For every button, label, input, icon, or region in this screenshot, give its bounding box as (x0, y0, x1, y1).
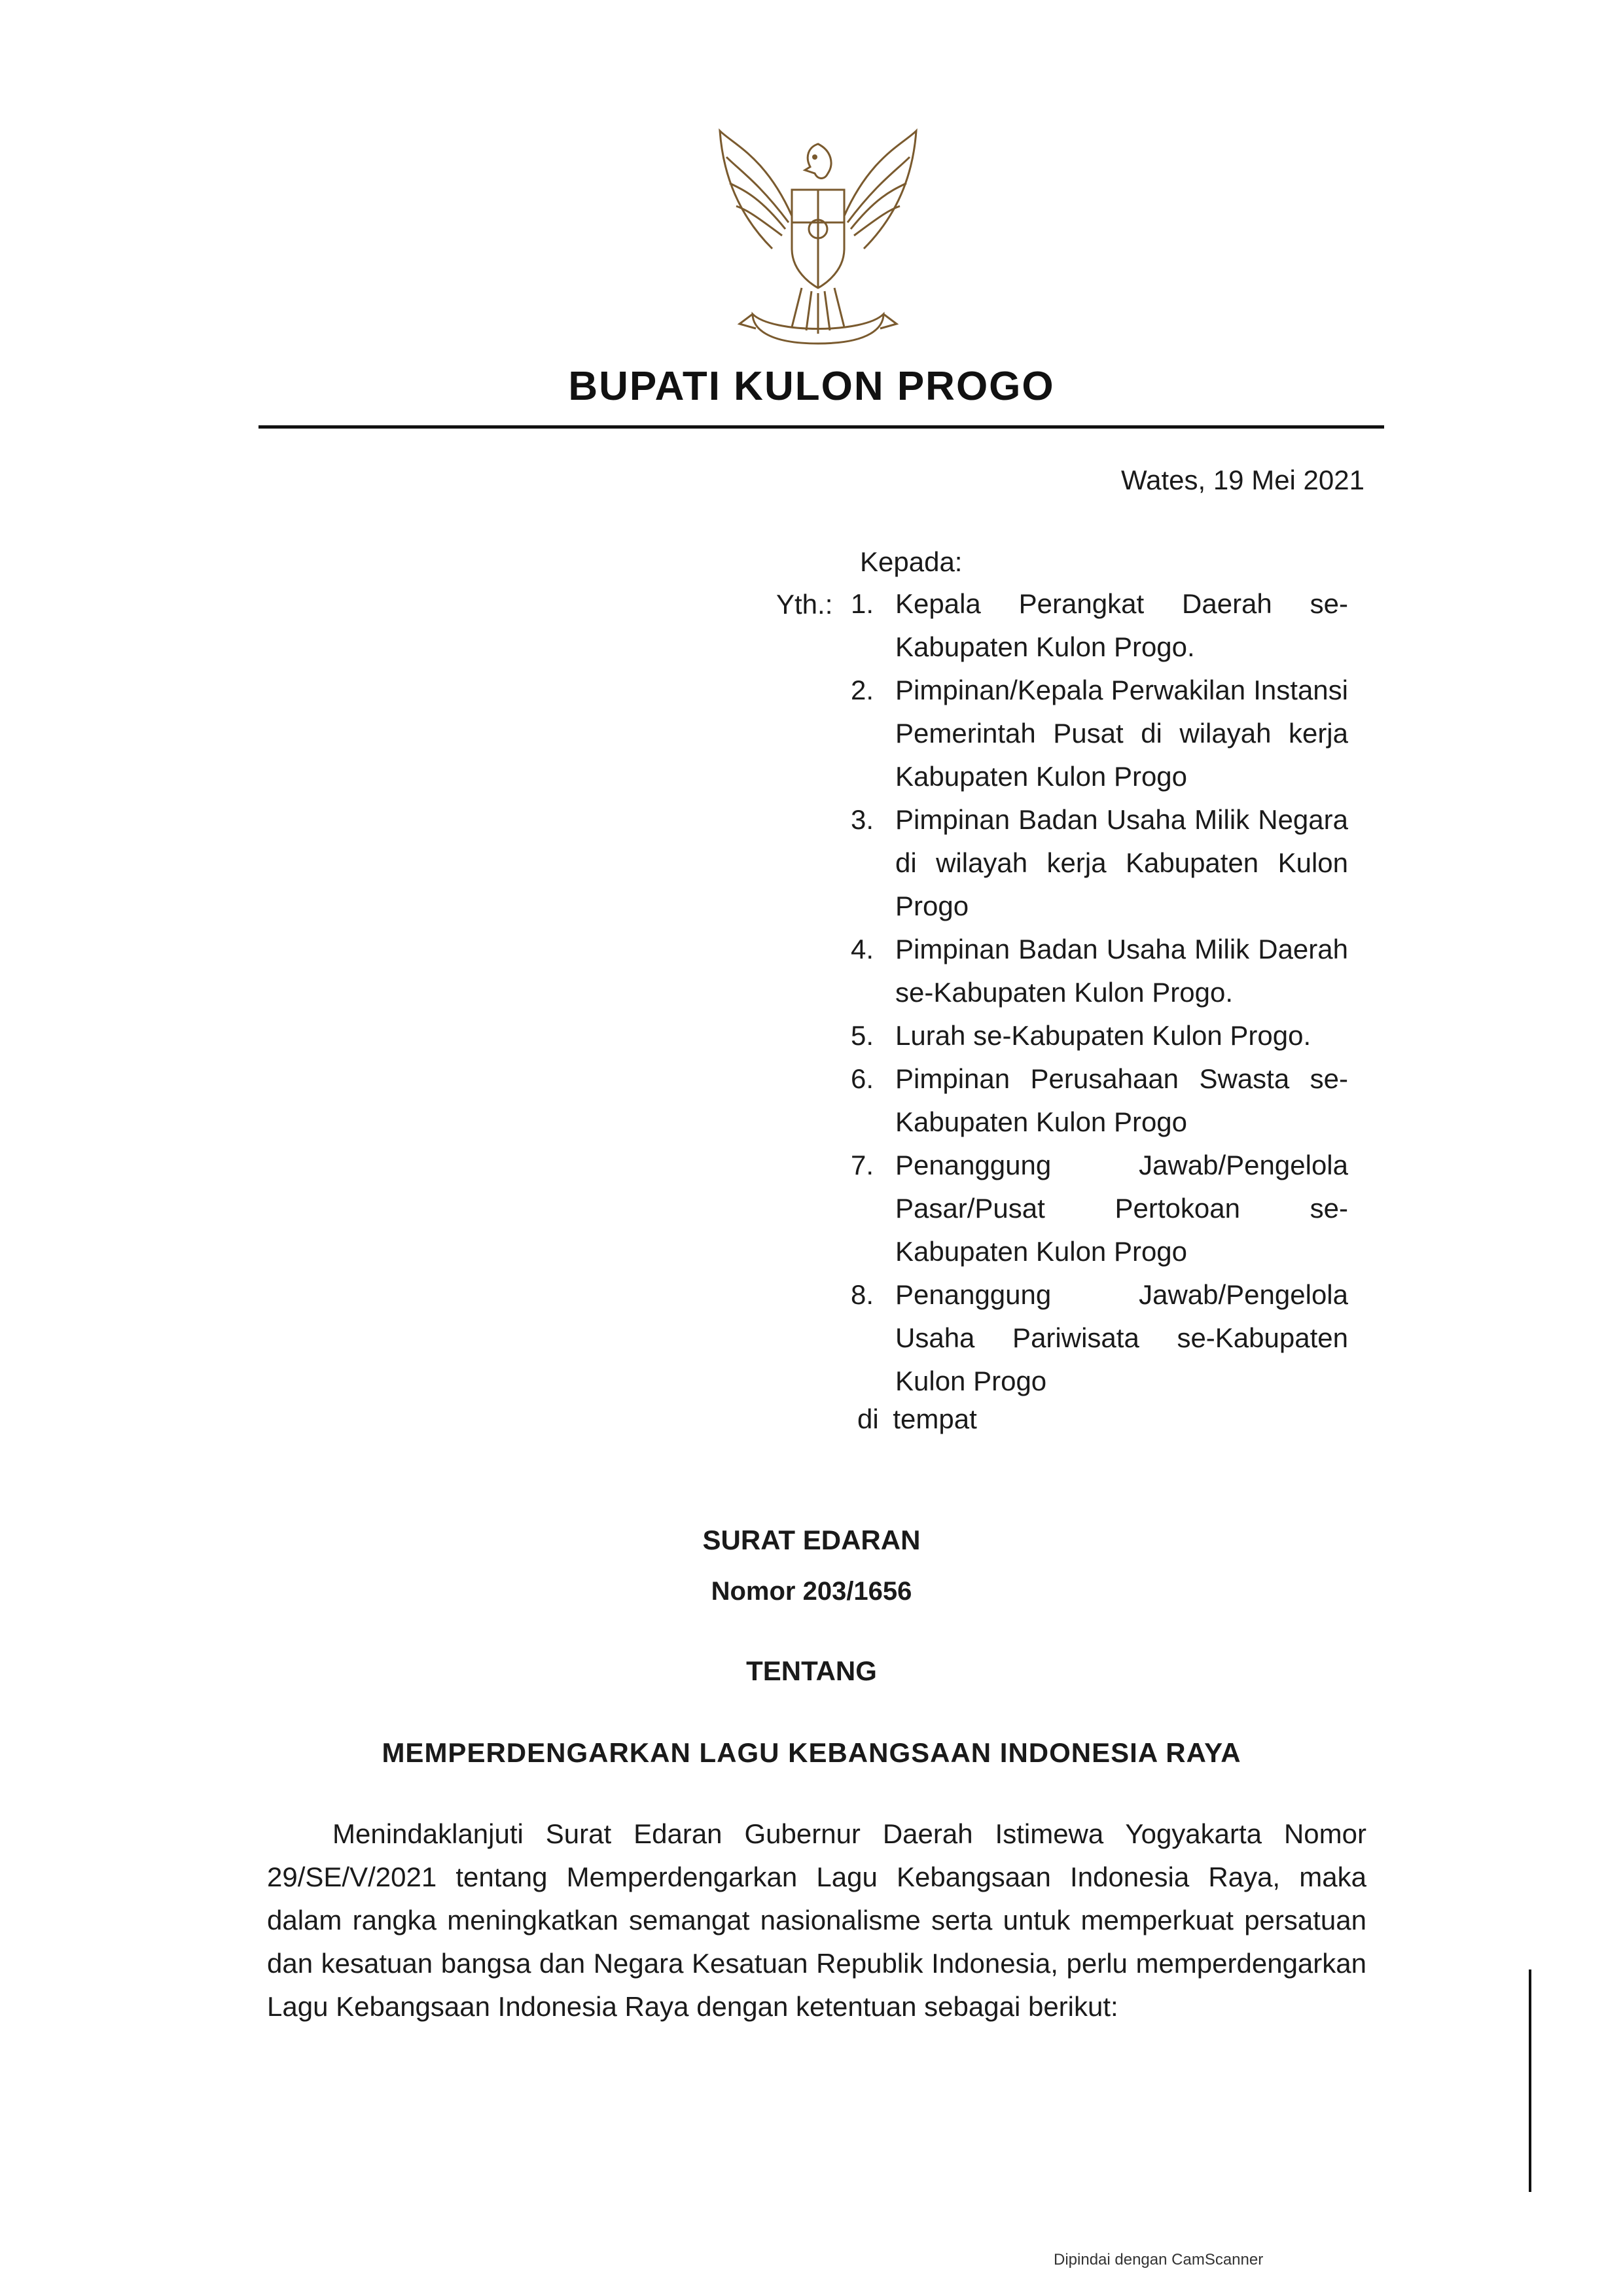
list-item-number: 3. (851, 804, 874, 835)
body-paragraph: Menindaklanjuti Surat Edaran Gubernur Daerah Istimewa Yogyakarta Nomor 29/SE/V/2021 tentang Memperdengarkan Lagu Kebangsaan Indonesia Raya, maka dalam rangka meningkatkan semangat nasionalisme serta untuk memperkuat persatuan dan kesatuan bangsa dan Negara Kesatuan Republik Indonesia, perlu memperdengarkan Lagu Kebangsaan Indonesia Raya dengan ketentuan sebagai berikut: (267, 1818, 1366, 2022)
list-item (851, 928, 1348, 1014)
date-line: Wates, 19 Mei 2021 (1121, 465, 1364, 495)
garuda-emblem-icon (694, 118, 942, 366)
list-item-number: 8. (851, 1279, 874, 1310)
list-item (851, 1273, 1348, 1403)
scan-edge-line (1529, 1969, 1531, 2192)
list-item-text: Pimpinan/Kepala Perwakilan Instansi Pemerintah Pusat di wilayah kerja Kabupaten Kulon Progo (895, 675, 1348, 792)
list-item (851, 1014, 1348, 1057)
addressee-place: di tempat (857, 1404, 977, 1434)
list-item-number: 4. (851, 934, 874, 964)
addressee-list (851, 582, 1348, 1403)
list-item-text: Lurah se-Kabupaten Kulon Progo. (895, 1020, 1311, 1051)
list-item (851, 1057, 1348, 1144)
page-title: BUPATI KULON PROGO (568, 364, 1055, 409)
list-item-number: 1. (851, 588, 874, 619)
list-item-number: 6. (851, 1063, 874, 1094)
list-item-number: 7. (851, 1150, 874, 1180)
list-item-number: 2. (851, 675, 874, 705)
document-about-label: TENTANG (746, 1655, 877, 1686)
addressee-salutation: Yth.: (776, 589, 833, 620)
scanner-watermark: Dipindai dengan CamScanner (1054, 2251, 1264, 2269)
list-item (851, 582, 1348, 669)
list-item-number: 5. (851, 1020, 874, 1051)
list-item (851, 1144, 1348, 1273)
list-item-text: Penanggung Jawab/Pengelola Pasar/Pusat Pertokoan se-Kabupaten Kulon Progo (895, 1150, 1348, 1267)
document-type: SURAT EDARAN (702, 1525, 921, 1555)
addressee-label: Kepada: (860, 546, 963, 577)
list-item-text: Pimpinan Badan Usaha Milik Daerah se-Kabupaten Kulon Progo. (895, 934, 1348, 1008)
list-item-text: Penanggung Jawab/Pengelola Usaha Pariwisata se-Kabupaten Kulon Progo (895, 1279, 1348, 1396)
list-item-text: Pimpinan Badan Usaha Milik Negara di wilayah kerja Kabupaten Kulon Progo (895, 804, 1348, 921)
list-item-text: Kepala Perangkat Daerah se-Kabupaten Kulon Progo. (895, 588, 1348, 662)
list-item (851, 798, 1348, 928)
document-subject: MEMPERDENGARKAN LAGU KEBANGSAAN INDONESIA RAYA (382, 1737, 1241, 1768)
document-number: Nomor 203/1656 (711, 1577, 912, 1606)
list-item-text: Pimpinan Perusahaan Swasta se-Kabupaten Kulon Progo (895, 1063, 1348, 1137)
header-divider (259, 425, 1384, 429)
list-item (851, 669, 1348, 798)
